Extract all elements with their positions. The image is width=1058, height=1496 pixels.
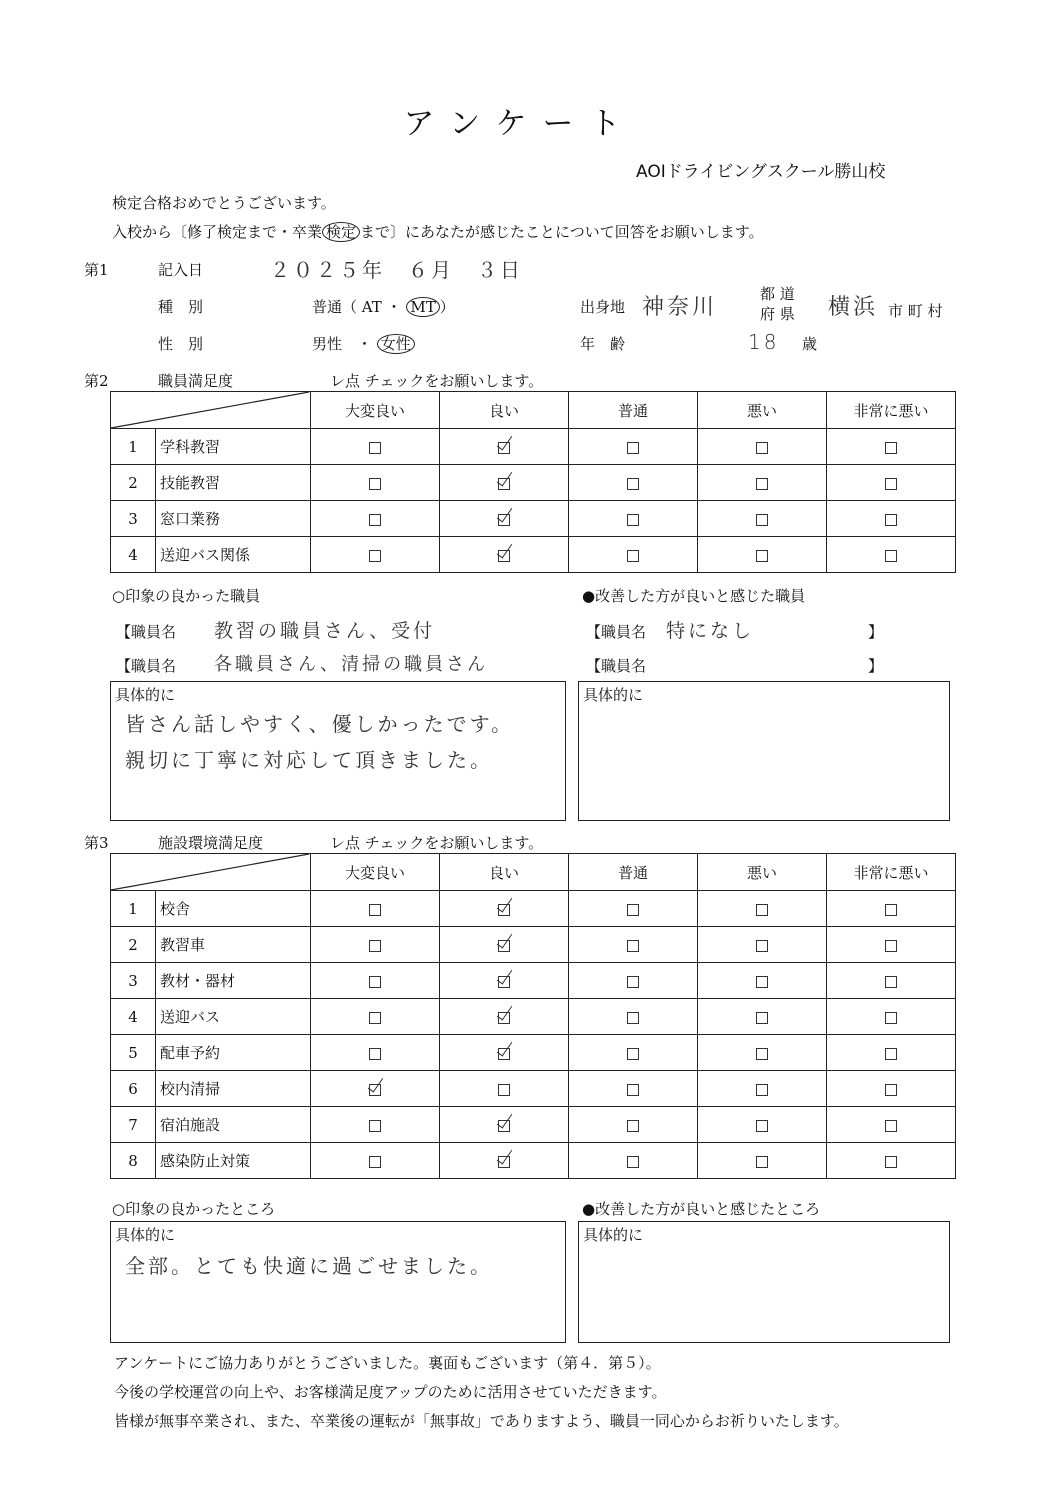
staff-satisfaction-table (110, 391, 956, 573)
checkbox[interactable] (369, 442, 381, 454)
checkbox[interactable] (885, 1048, 897, 1060)
column-header: 普通 (569, 392, 698, 429)
section3-heading: 施設環境満足度 (158, 834, 264, 852)
intro-line-2 (112, 221, 764, 242)
good-staff-name-2: 各職員さん、清掃の職員さん (214, 654, 489, 675)
date-label: 記入日 (158, 261, 204, 279)
good-staff-name-1: 教習の職員さん、受付 (214, 620, 436, 642)
checkbox[interactable] (885, 478, 897, 490)
city-suffix: 市 町 村 (888, 302, 943, 320)
row-number: 2 (111, 465, 156, 501)
row-item: 感染防止対策 (156, 1143, 311, 1179)
good-staff-label-1: 【職員名 (116, 623, 177, 641)
table-row (111, 891, 956, 927)
type-circled: MT (406, 297, 439, 317)
table-row (111, 927, 956, 963)
checkbox[interactable] (369, 550, 381, 562)
gender-label: 性 別 (158, 335, 204, 353)
row-number: 8 (111, 1143, 156, 1179)
type-value: 普通（ AT ・ (312, 298, 402, 316)
section2-label: 第2 (84, 372, 109, 390)
detail-label: 具体的に (583, 686, 644, 704)
checkbox[interactable] (756, 976, 768, 988)
checkbox-checked[interactable] (498, 478, 510, 490)
intro-text-a: 入校から〔修了検定まで・卒業 (112, 223, 323, 241)
checkbox[interactable] (627, 1048, 639, 1060)
row-item: 学科教習 (156, 429, 311, 465)
diagonal-line (111, 392, 309, 428)
row-number: 2 (111, 927, 156, 963)
checkbox[interactable] (627, 1012, 639, 1024)
table-row (111, 963, 956, 999)
section3-instruction: レ点 チェックをお願いします。 (330, 834, 544, 852)
row-number: 3 (111, 963, 156, 999)
table-row (111, 1107, 956, 1143)
checkbox[interactable] (369, 1120, 381, 1132)
checkbox[interactable] (369, 1156, 381, 1168)
good-staff-label-2: 【職員名 (116, 657, 177, 675)
type-label: 種 別 (158, 298, 204, 316)
checkbox[interactable] (756, 1120, 768, 1132)
checkbox[interactable] (369, 904, 381, 916)
gender-female: 女性 (377, 334, 415, 354)
checkbox[interactable] (756, 1012, 768, 1024)
improve-facility-title: ●改善した方が良いと感じたところ (582, 1200, 821, 1218)
detail-label: 具体的に (583, 1226, 644, 1244)
gender-field (312, 333, 415, 354)
row-number: 4 (111, 537, 156, 573)
origin-city: 横浜 (828, 295, 879, 320)
good-staff-detail-box (110, 681, 566, 821)
school-name: AOIドライビングスクール勝山校 (636, 162, 886, 182)
improve-staff-title: ●改善した方が良いと感じた職員 (582, 587, 806, 605)
bracket-close: 】 (868, 623, 884, 641)
checkbox[interactable] (756, 904, 768, 916)
checkbox[interactable] (756, 940, 768, 952)
checkbox[interactable] (627, 442, 639, 454)
table-row (111, 999, 956, 1035)
checkbox[interactable] (756, 1156, 768, 1168)
checkbox[interactable] (885, 904, 897, 916)
improve-staff-name-1: 特になし (666, 620, 755, 642)
facility-satisfaction-table (110, 853, 956, 1179)
checkbox[interactable] (627, 904, 639, 916)
checkbox[interactable] (627, 514, 639, 526)
column-header: 非常に悪い (827, 854, 956, 891)
checkbox[interactable] (369, 514, 381, 526)
prefecture-suffix-top: 都 道 (760, 285, 795, 303)
checkbox[interactable] (885, 1120, 897, 1132)
column-header: 悪い (698, 392, 827, 429)
checkbox[interactable] (369, 940, 381, 952)
type-close: ） (439, 298, 455, 316)
table-row (111, 501, 956, 537)
checkbox[interactable] (885, 550, 897, 562)
table-row (111, 465, 956, 501)
row-number: 7 (111, 1107, 156, 1143)
improve-facility-detail-box (578, 1221, 950, 1343)
age-unit: 歳 (802, 335, 818, 353)
origin-label: 出身地 (580, 298, 626, 316)
checkbox[interactable] (756, 1048, 768, 1060)
diagonal-header-cell (111, 854, 311, 891)
detail-label: 具体的に (115, 1226, 176, 1244)
diagonal-header-cell (111, 392, 311, 429)
row-item: 校内清掃 (156, 1071, 311, 1107)
checkbox[interactable] (756, 514, 768, 526)
row-number: 6 (111, 1071, 156, 1107)
intro-circled-option: 検定 (322, 222, 360, 242)
section3-label: 第3 (84, 834, 109, 852)
checkbox[interactable] (885, 514, 897, 526)
column-header: 非常に悪い (827, 392, 956, 429)
checkbox-checked[interactable] (498, 1048, 510, 1060)
checkbox[interactable] (885, 940, 897, 952)
bracket-close: 】 (868, 657, 884, 675)
good-facility-title: ○印象の良かったところ (112, 1200, 276, 1218)
date-value: ２０２５年 ６月 ３日 (270, 258, 523, 282)
table-row (111, 429, 956, 465)
origin-prefecture: 神奈川 (642, 295, 718, 320)
checkbox[interactable] (627, 976, 639, 988)
column-header: 良い (440, 392, 569, 429)
checkbox[interactable] (756, 478, 768, 490)
checkbox[interactable] (885, 442, 897, 454)
checkbox-checked[interactable] (498, 442, 510, 454)
checkbox[interactable] (627, 478, 639, 490)
checkbox[interactable] (627, 1084, 639, 1096)
type-field (312, 296, 455, 317)
row-item: 教習車 (156, 927, 311, 963)
table-row (111, 1035, 956, 1071)
age-value: 18 (748, 330, 780, 354)
row-item: 校舎 (156, 891, 311, 927)
section1-label: 第1 (84, 261, 109, 279)
table-row (111, 1143, 956, 1179)
footer-line-1: アンケートにご協力ありがとうございました。裏面もございます（第４．第５）。 (114, 1354, 661, 1372)
table-row (111, 1071, 956, 1107)
checkbox-checked[interactable] (498, 550, 510, 562)
checkbox-checked[interactable] (498, 904, 510, 916)
checkbox[interactable] (885, 1012, 897, 1024)
gender-male: 男性 ・ (312, 335, 373, 353)
row-item: 配車予約 (156, 1035, 311, 1071)
checkbox-checked[interactable] (498, 976, 510, 988)
checkbox-checked[interactable] (498, 1156, 510, 1168)
checkbox-checked[interactable] (498, 940, 510, 952)
checkbox[interactable] (627, 1120, 639, 1132)
checkbox[interactable] (498, 1084, 510, 1096)
page-title: アンケート (403, 106, 637, 142)
row-item: 技能教習 (156, 465, 311, 501)
good-facility-detail-1: 全部。とても快適に過ごせました。 (125, 1254, 493, 1278)
checkbox-checked[interactable] (498, 514, 510, 526)
checkbox[interactable] (369, 1048, 381, 1060)
column-header: 良い (440, 854, 569, 891)
checkbox-checked[interactable] (369, 1084, 381, 1096)
checkbox[interactable] (885, 1156, 897, 1168)
checkbox[interactable] (627, 550, 639, 562)
checkbox[interactable] (369, 1012, 381, 1024)
age-label: 年 齢 (580, 335, 626, 353)
checkbox[interactable] (627, 1156, 639, 1168)
footer-line-2: 今後の学校運営の向上や、お客様満足度アップのために活用させていただきます。 (114, 1383, 667, 1401)
checkbox[interactable] (756, 442, 768, 454)
row-number: 5 (111, 1035, 156, 1071)
good-staff-detail-1: 皆さん話しやすく、優しかったです。 (125, 712, 514, 736)
checkbox[interactable] (627, 940, 639, 952)
table-row (111, 537, 956, 573)
improve-staff-detail-box (578, 681, 950, 821)
row-number: 1 (111, 429, 156, 465)
row-item: 送迎バス (156, 999, 311, 1035)
checkbox[interactable] (885, 976, 897, 988)
diagonal-line (111, 854, 309, 890)
row-item: 教材・器材 (156, 963, 311, 999)
row-number: 1 (111, 891, 156, 927)
checkbox[interactable] (369, 976, 381, 988)
footer-line-3: 皆様が無事卒業され、また、卒業後の運転が「無事故」でありますよう、職員一同心からお祈りいたします。 (114, 1412, 849, 1430)
row-number: 3 (111, 501, 156, 537)
prefecture-suffix-bottom: 府 県 (760, 305, 795, 323)
column-header: 普通 (569, 854, 698, 891)
intro-line-1: 検定合格おめでとうございます。 (112, 194, 336, 212)
column-header: 大変良い (311, 392, 440, 429)
checkbox[interactable] (369, 478, 381, 490)
column-header: 悪い (698, 854, 827, 891)
column-header: 大変良い (311, 854, 440, 891)
row-item: 送迎バス関係 (156, 537, 311, 573)
checkbox[interactable] (756, 1084, 768, 1096)
good-staff-title: ○印象の良かった職員 (112, 587, 261, 605)
checkbox-checked[interactable] (498, 1012, 510, 1024)
intro-text-b: まで〕にあなたが感じたことについて回答をお願いします。 (360, 223, 764, 241)
detail-label: 具体的に (115, 686, 176, 704)
section2-instruction: レ点 チェックをお願いします。 (330, 372, 544, 390)
good-facility-detail-box (110, 1221, 566, 1343)
row-item: 宿泊施設 (156, 1107, 311, 1143)
row-number: 4 (111, 999, 156, 1035)
checkbox[interactable] (756, 550, 768, 562)
improve-staff-label-2: 【職員名 (586, 657, 647, 675)
checkbox[interactable] (885, 1084, 897, 1096)
checkbox-checked[interactable] (498, 1120, 510, 1132)
improve-staff-label-1: 【職員名 (586, 623, 647, 641)
section2-heading: 職員満足度 (158, 372, 234, 390)
row-item: 窓口業務 (156, 501, 311, 537)
good-staff-detail-2: 親切に丁寧に対応して頂きました。 (125, 748, 493, 772)
